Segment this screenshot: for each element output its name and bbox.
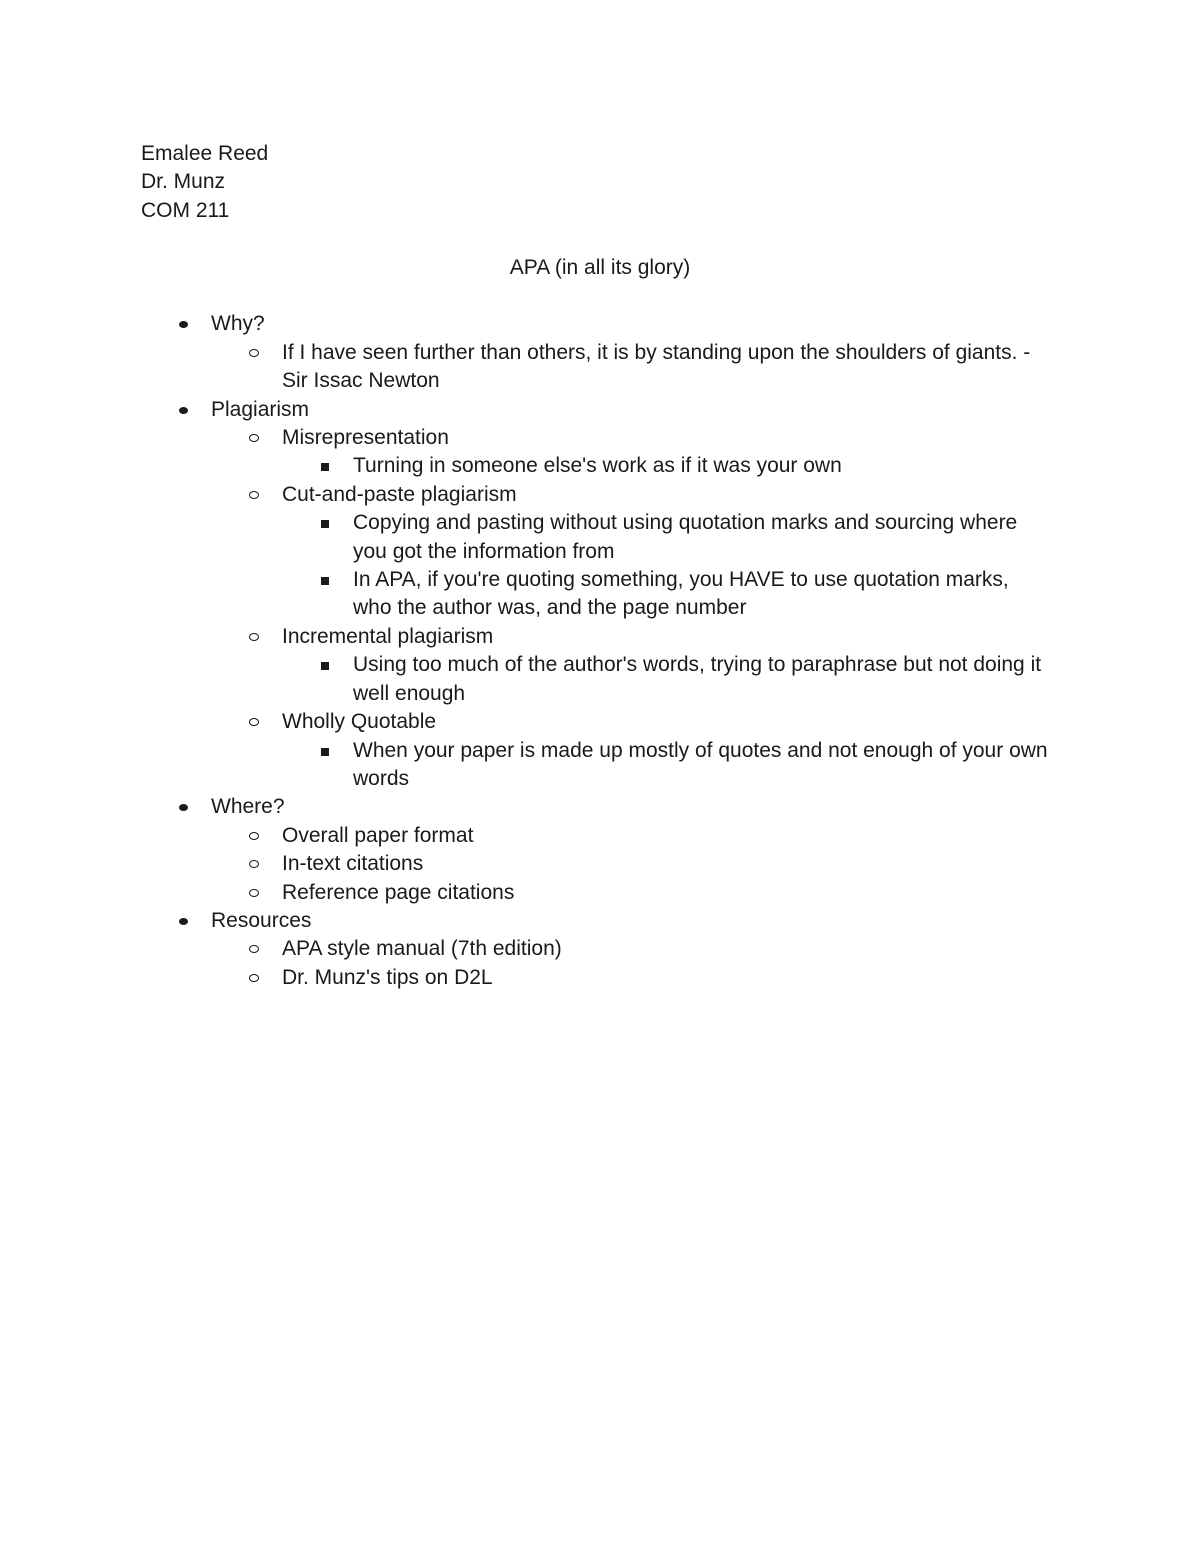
list-item-paper-format	[141, 822, 1059, 850]
document-body	[141, 140, 1059, 992]
author-name: Emalee Reed	[141, 142, 269, 165]
list-item-label: Where?	[211, 795, 285, 819]
filled-square-bullet-icon	[321, 748, 329, 756]
hollow-circle-bullet-icon	[249, 945, 259, 953]
filled-disc-bullet-icon	[179, 804, 188, 811]
list-item-label: Incremental plagiarism	[282, 624, 494, 648]
hollow-circle-bullet-icon	[249, 491, 259, 499]
list-item-label: Using too much of the author's words, trying to paraphrase but not doing it well enough	[353, 653, 1042, 705]
filled-square-bullet-icon	[321, 463, 329, 471]
hollow-circle-bullet-icon	[249, 889, 259, 897]
list-item-label: Reference page citations	[282, 880, 515, 904]
list-item-label: Cut-and-paste plagiarism	[282, 482, 517, 506]
list-item-where	[141, 793, 1059, 821]
document-title: APA (in all its glory)	[509, 255, 691, 279]
list-item-label: Copying and pasting without using quotation marks and sourcing where you got the information from	[353, 511, 1018, 563]
course-code: COM 211	[141, 198, 230, 222]
hollow-circle-bullet-icon	[249, 832, 259, 840]
list-item-newton-quote	[141, 339, 1059, 396]
list-item-detail	[141, 452, 1048, 480]
list-item-label: Overall paper format	[282, 823, 474, 847]
hollow-circle-bullet-icon	[249, 860, 259, 868]
outline-list	[141, 310, 1059, 992]
list-item-label: In APA, if you're quoting something, you HAVE to use quotation marks, who the author was, and the page number	[353, 568, 1009, 620]
list-item-cut-and-paste	[141, 481, 1059, 509]
list-item-reference-citations	[141, 879, 1059, 907]
list-item-label: Dr. Munz's tips on D2L	[282, 965, 493, 989]
list-item-resources	[141, 907, 1059, 935]
list-item-label: In-text citations	[282, 852, 424, 876]
filled-disc-bullet-icon	[179, 321, 188, 328]
list-item-incremental	[141, 623, 1059, 651]
list-item-label: When your paper is made up mostly of quotes and not enough of your own words	[353, 738, 1048, 790]
list-item-label: Turning in someone else's work as if it was your own	[353, 454, 842, 478]
list-item-label: Wholly Quotable	[282, 710, 437, 734]
filled-square-bullet-icon	[321, 577, 329, 585]
list-item-label: Why?	[211, 312, 265, 336]
list-item-munz-tips	[141, 964, 1059, 992]
list-item-detail	[141, 566, 1048, 623]
list-item-label: If I have seen further than others, it is by standing upon the shoulders of giants. -Sir Issac Newton	[282, 340, 1031, 393]
list-item-detail	[141, 651, 1048, 708]
list-item-wholly-quotable	[141, 708, 1059, 736]
list-item-label: Plagiarism	[211, 397, 310, 421]
filled-disc-bullet-icon	[179, 407, 188, 414]
list-item-label: APA style manual (7th edition)	[282, 937, 562, 961]
hollow-circle-bullet-icon	[249, 633, 259, 641]
list-item-detail	[141, 737, 1048, 794]
list-item-label: Misrepresentation	[282, 426, 449, 450]
filled-square-bullet-icon	[321, 662, 329, 670]
instructor-name: Dr. Munz	[141, 170, 226, 194]
list-item-apa-manual	[141, 935, 1059, 963]
hollow-circle-bullet-icon	[249, 349, 259, 357]
list-item-misrepresentation	[141, 424, 1059, 452]
filled-square-bullet-icon	[321, 520, 329, 528]
hollow-circle-bullet-icon	[249, 718, 259, 726]
list-item-plagiarism	[141, 396, 1059, 424]
hollow-circle-bullet-icon	[249, 434, 259, 442]
list-item-in-text-citations	[141, 850, 1059, 878]
hollow-circle-bullet-icon	[249, 974, 259, 982]
list-item-why	[141, 310, 1059, 338]
list-item-label: Resources	[211, 908, 312, 932]
filled-disc-bullet-icon	[179, 918, 188, 925]
list-item-detail	[141, 509, 1048, 566]
